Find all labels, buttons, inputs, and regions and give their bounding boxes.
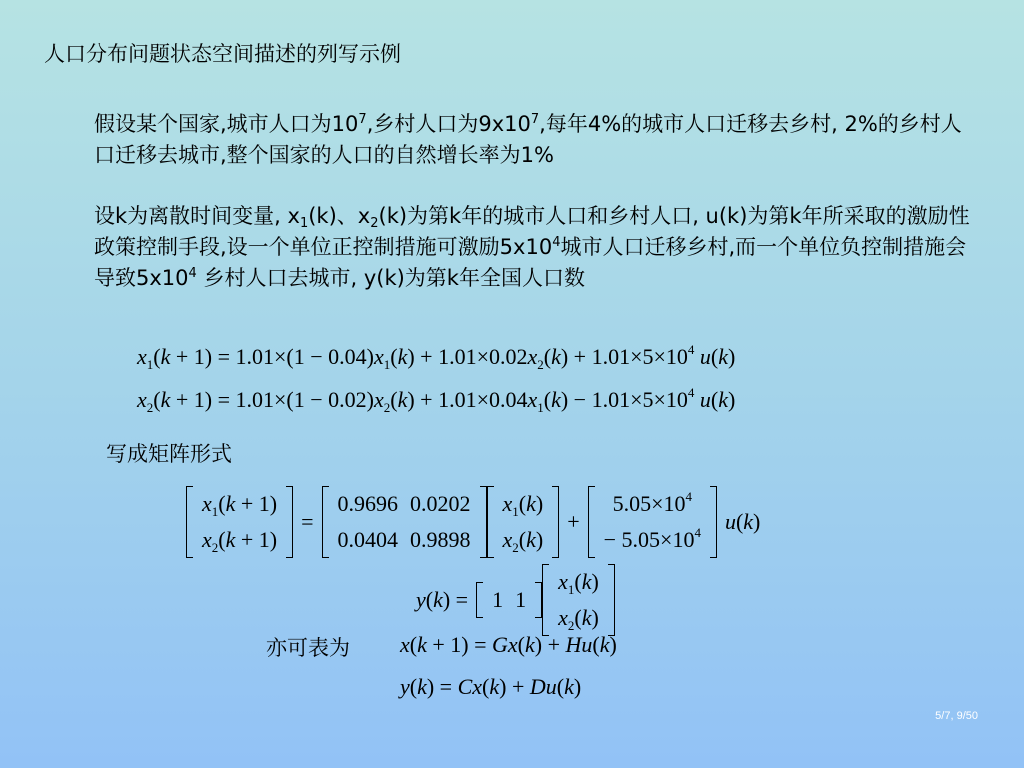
output-equation: y(k) = 1 1 $x_1(k)$ $x_2(k)$ bbox=[408, 564, 615, 636]
general-state-equation: x(k + 1) = Gx(k) + Hu(k) bbox=[400, 632, 617, 657]
variable-definition: 设k为离散时间变量, $x_1(k)$、$x_2(k)$为第k年的城市人口和乡村人口, u(k)为第k年所采取的激励性政策控制手段,设一个单位正控制措施可激励$5x10^4$城市人口迁移乡村,而一个单位负控制措施会导致$5x10^4$ 乡村人口去城市, y(k)为第k年全国人口数 bbox=[94, 204, 970, 290]
output-matrix: 1 1 bbox=[476, 582, 542, 618]
general-output-equation: y(k) = Cx(k) + Du(k) bbox=[400, 674, 582, 699]
equation-rural: $x_2(k + 1) = 1.01\times(1 - 0.02)x_2(k) + 1.01\times 0.04x_1(k) - 1.01\times 5\times 10^4$ u(k) bbox=[137, 385, 736, 415]
matrix-form-label: 写成矩阵形式 bbox=[106, 442, 232, 466]
slide-title: 人口分布问题状态空间描述的列写示例 bbox=[44, 42, 401, 66]
state-vector-output: $x_1(k)$ $x_2(k)$ bbox=[542, 564, 615, 636]
state-vector: $x_1(k)$ $x_2(k)$ bbox=[487, 486, 560, 558]
matrix-equation: $x_1(k + 1)$ $x_2(k + 1)$ = 0.9696 0.0202 0.0404 0.9898 $x_1(k)$ $x_2(k)$ + $5.05\times 10^4$ − $5.05\times 10^4$ u(k) bbox=[186, 486, 768, 558]
page-number: 5/7, 9/50 bbox=[935, 710, 978, 722]
system-matrix: 0.9696 0.0202 0.0404 0.9898 bbox=[322, 486, 487, 558]
input-matrix: $5.05\times 10^4$ − $5.05\times 10^4$ bbox=[588, 486, 717, 558]
equation-city: $x_1(k + 1) = 1.01\times(1 - 0.04)x_1(k) + 1.01\times 0.02x_2(k) + 1.01\times 5\times 10^4$ u(k) bbox=[137, 342, 736, 372]
problem-statement: 假设某个国家,城市人口为$10^7$,乡村人口为$9x10^7$,每年4%的城市人口迁移去乡村, 2%的乡村人口迁移去城市,整个国家的人口的自然增长率为1% bbox=[94, 112, 962, 167]
state-next-vector: $x_1(k + 1)$ $x_2(k + 1)$ bbox=[186, 486, 293, 558]
general-form-label: 亦可表为 bbox=[266, 636, 350, 660]
